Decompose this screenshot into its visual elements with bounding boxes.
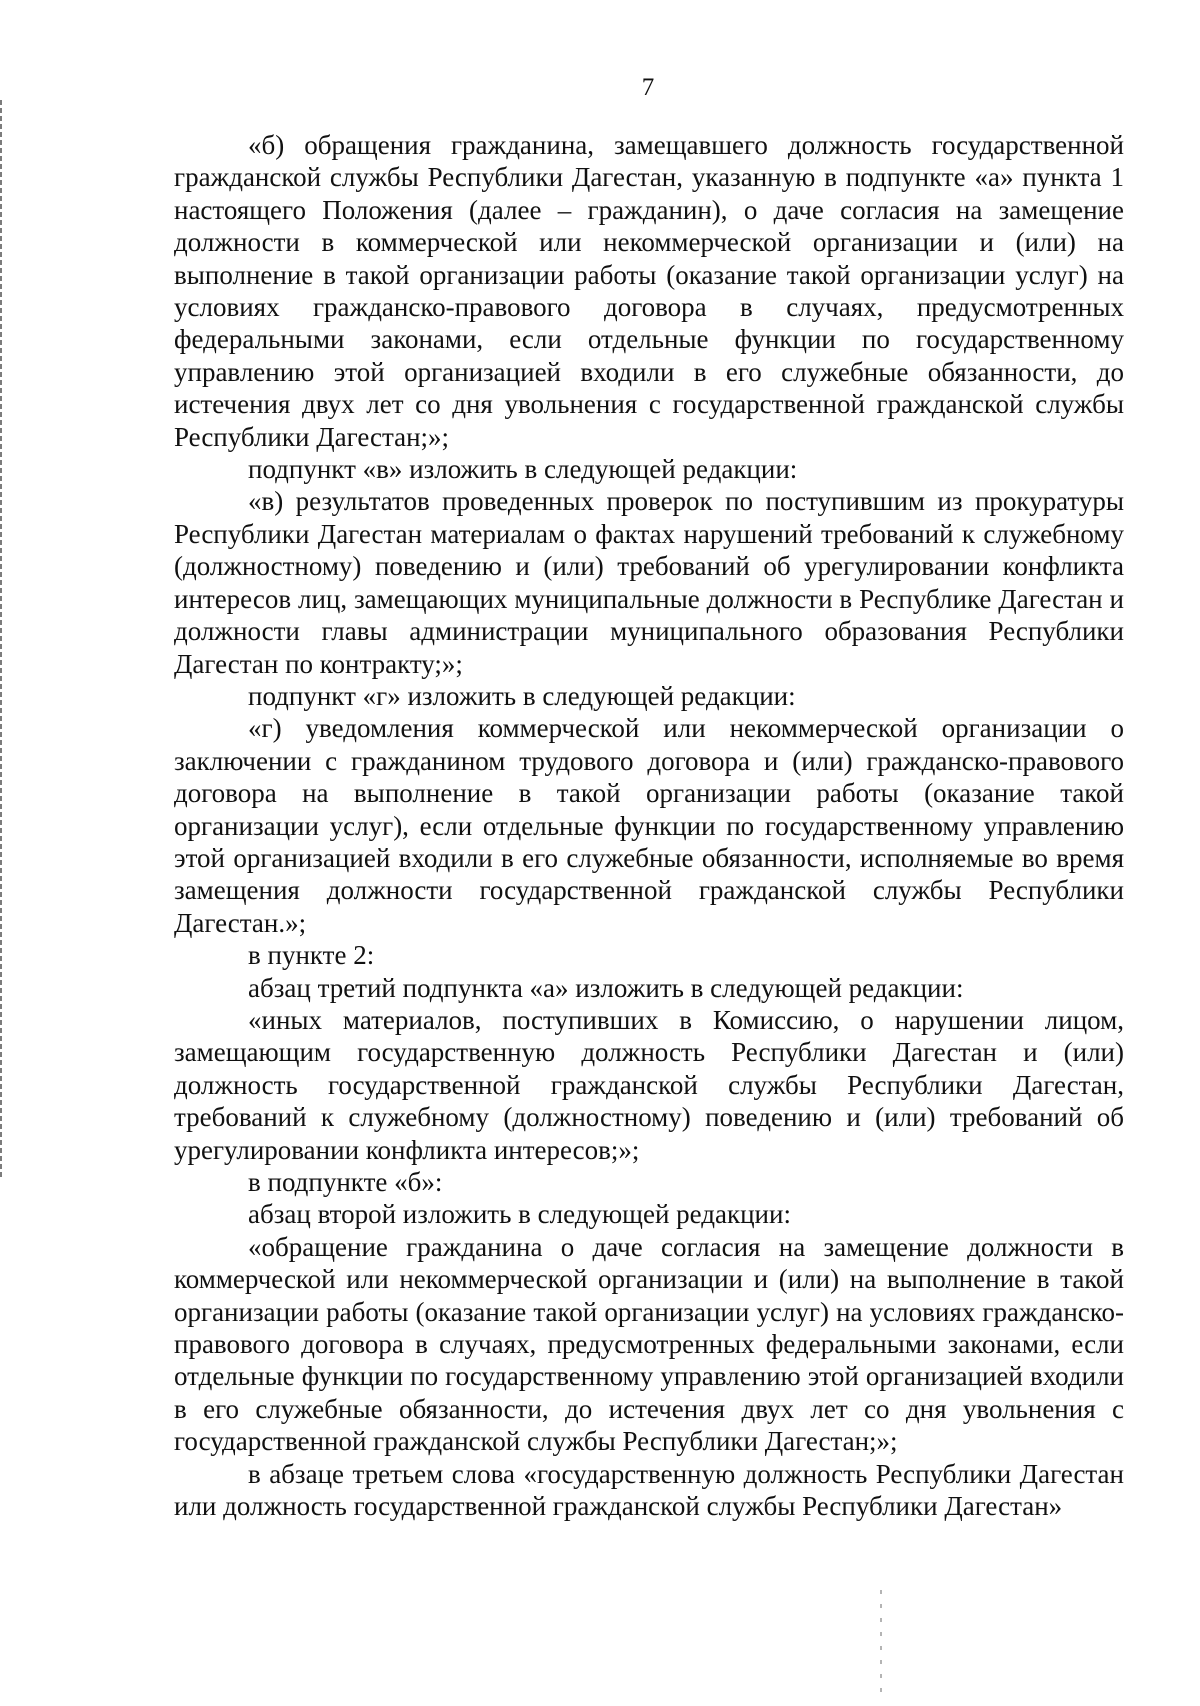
- paragraph-instruction-g: подпункт «г» изложить в следующей редакции:: [248, 680, 796, 711]
- paragraph-item-v: «в) результатов проведенных проверок по поступившим из прокуратуры Республики Дагестан материалам о фактах нарушений требований к служебному (должностному) поведению и (или) требований об урегулировании конфликта интересов лиц, замещающих муниципальные должности в Республике Дагестан и должности главы администрации муниципального образования Республики Дагестан по контракту;»;: [174, 486, 1124, 679]
- paragraph-item-g: «г) уведомления коммерческой или некоммерческой организации о заключении с гражданином трудового договора и (или) гражданско-правового договора на выполнение в такой организации работы (оказание такой организации услуг), если отдельные функции по государственному управлению этой организацией входили в его служебные обязанности, исполняемые во время замещения должности государственной гражданской службы Республики Дагестан.»;: [174, 713, 1124, 938]
- paragraph-point-2: в пункте 2:: [248, 940, 375, 971]
- paragraph-instruction-a3: абзац третий подпункта «а» изложить в следующей редакции:: [248, 972, 964, 1003]
- paragraph-item-b: «б) обращения гражданина, замещавшего должность государственной гражданской службы Республики Дагестан, указанную в подпункте «а» пункта 1 настоящего Положения (далее – гражданин), о даче согласия на замещение должности в коммерческой или некоммерческой организации и (или) на выполнение в такой организации работы (оказание такой организации услуг) на условиях гражданско-правового договора в случаях, предусмотренных федеральными законами, если отдельные функции по государственному управлению этой организацией входили в его служебные обязанности, до истечения двух лет со дня увольнения с государственной гражданской службы Республики Дагестан;»;: [174, 130, 1124, 452]
- page-number: 7: [641, 74, 655, 101]
- document-body: [174, 129, 1124, 1522]
- paragraph-other-materials: «иных материалов, поступивших в Комиссию, о нарушении лицом, замещающим государственную должность Республики Дагестан и (или) должность государственной гражданской службы Республики Дагестан, требований к служебному (должностному) поведению и (или) требований об урегулировании конфликта интересов;»;: [174, 1004, 1124, 1165]
- paragraph-subitem-b: в подпункте «б»:: [248, 1167, 443, 1197]
- paragraph-instruction-second: абзац второй изложить в следующей редакции:: [248, 1199, 791, 1230]
- scan-edge-artifact: [0, 100, 2, 1180]
- scan-speck-artifact: [880, 1590, 882, 1700]
- paragraph-citizen-request: «обращение гражданина о даче согласия на замещение должности в коммерческой или некоммерческой организации и (или) на выполнение в такой организации работы (оказание такой организации услуг) на условиях гражданско-правового договора в случаях, предусмотренных федеральными законами, если отдельные функции по государственному управлению этой организацией входили в его служебные обязанности, до истечения двух лет со дня увольнения с государственной гражданской службы Республики Дагестан;»;: [174, 1231, 1124, 1457]
- paragraph-third-words: в абзаце третьем слова «государственную должность Республики Дагестан или должность государственной гражданской службы Республики Дагестан»: [174, 1458, 1124, 1522]
- paragraph-instruction-v: подпункт «в» изложить в следующей редакции:: [248, 454, 798, 485]
